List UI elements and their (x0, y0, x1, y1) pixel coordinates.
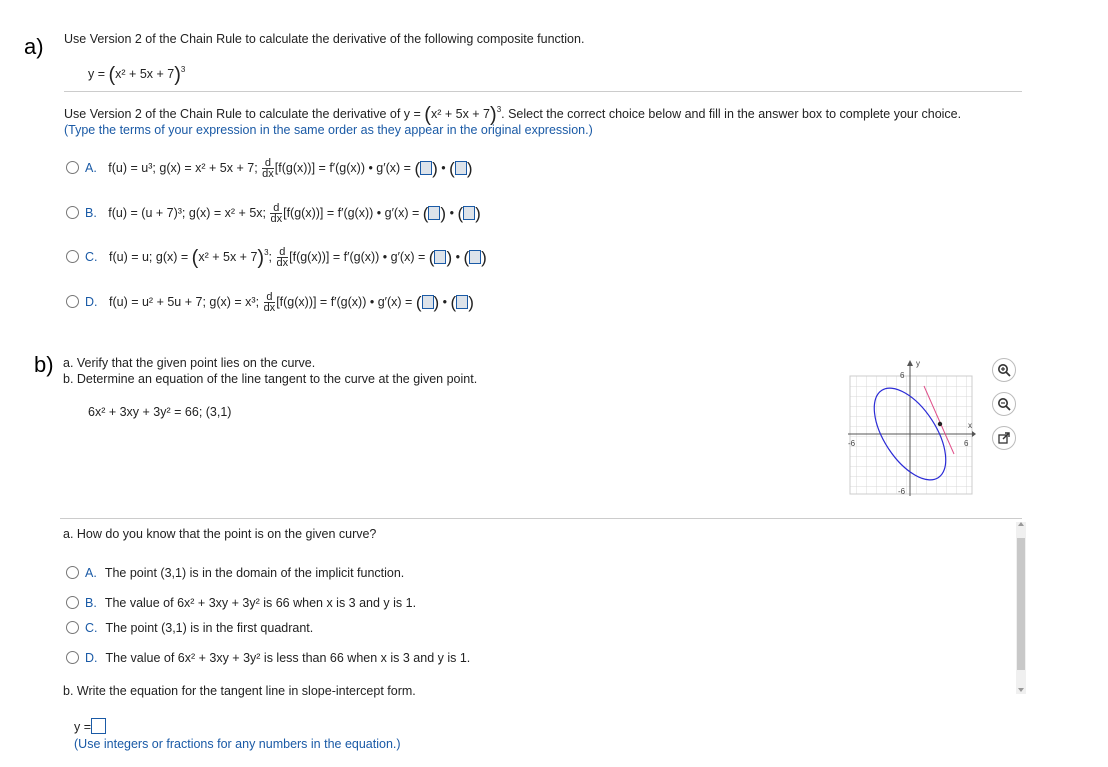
radio-b[interactable] (66, 206, 79, 219)
answer-d[interactable]: D. The value of 6x² + 3xy + 3y² is less than 66 when x is 3 and y is 1. (66, 651, 470, 665)
answer-box-a1[interactable] (420, 161, 432, 175)
tick-right: 6 (964, 439, 969, 448)
answer-box-c1[interactable] (434, 250, 446, 264)
answer-box-c2[interactable] (469, 250, 481, 264)
tick-left: -6 (848, 439, 856, 448)
curve-graph (846, 356, 976, 496)
radio-answer-d[interactable] (66, 651, 79, 664)
derivative-fraction: $\frac{d}{dx}$ (270, 202, 283, 225)
divider (60, 518, 1022, 519)
radio-a[interactable] (66, 161, 79, 174)
scroll-up-icon[interactable] (1018, 522, 1024, 526)
part-a-instruction: Use Version 2 of the Chain Rule to calculate the derivative of the following composite function. (64, 32, 585, 46)
scrollbar-track[interactable] (1016, 522, 1026, 694)
point-marker (938, 422, 942, 426)
answer-box-d2[interactable] (456, 295, 468, 309)
answer-c[interactable]: C. The point (3,1) is in the first quadrant. (66, 621, 313, 635)
part-a-label: a) (24, 34, 44, 59)
part-b-task-b: b. Determine an equation of the line tangent to the curve at the given point. (63, 372, 478, 386)
choice-b[interactable]: B. f(u) = (u + 7)³; g(x) = x² + 5x; $\frac{d}{dx}$ [f(g(x))] = f′(g(x)) • g′(x) = ( ) • ( ) (66, 203, 481, 224)
question-b: b. Write the equation for the tangent line in slope-intercept form. (63, 684, 416, 698)
part-a-question: Use Version 2 of the Chain Rule to calculate the derivative of $y = (x^2 + 5x + 7)^3$. Select the correct choice below and fill in the answer box to complete your choice. (64, 104, 962, 126)
part-b-task-a: a. Verify that the given point lies on the curve. (63, 356, 316, 370)
radio-c[interactable] (66, 250, 79, 263)
derivative-fraction: $\frac{d}{dx}$ (276, 246, 289, 270)
part-a-function: $y = (x^2 + 5x + 7)^3$ (88, 64, 186, 86)
choice-a[interactable]: A. f(u) = u³; g(x) = x² + 5x + 7; $\frac{d}{dx}$ [f(g(x))] = f′(g(x)) • g′(x) = ( ) • ( ) (66, 158, 472, 179)
derivative-fraction: $\frac{d}{dx}$ (263, 291, 276, 314)
answer-b[interactable]: B. The value of 6x² + 3xy + 3y² is 66 when x is 3 and y is 1. (66, 596, 416, 610)
choice-d[interactable]: D. f(u) = u² + 5u + 7; g(x) = x³; $\frac{d}{dx}$ [f(g(x))] = f′(g(x)) • g′(x) = ( ) • ( ) (66, 292, 474, 313)
question-a: a. How do you know that the point is on the given curve? (63, 527, 377, 541)
radio-answer-c[interactable] (66, 621, 79, 634)
answer-box-a2[interactable] (455, 161, 467, 175)
zoom-in-icon[interactable] (992, 358, 1016, 382)
answer-a[interactable]: A. The point (3,1) is in the domain of the implicit function. (66, 566, 404, 580)
radio-answer-a[interactable] (66, 566, 79, 579)
x-axis-label: x (968, 421, 972, 430)
part-b-equation: 6x² + 3xy + 3y² = 66; (3,1) (88, 405, 232, 419)
divider (64, 91, 1022, 92)
answer-box-b1[interactable] (428, 206, 440, 220)
tangent-answer-row: y = (74, 718, 106, 734)
part-a-hint: (Type the terms of your expression in the same order as they appear in the original expression.) (64, 123, 593, 137)
tick-top: 6 (900, 371, 905, 380)
radio-answer-b[interactable] (66, 596, 79, 609)
radio-d[interactable] (66, 295, 79, 308)
scrollbar-thumb[interactable] (1017, 538, 1025, 670)
zoom-out-icon[interactable] (992, 392, 1016, 416)
choice-c[interactable]: C. f(u) = u; $g(x) = (x^2 + 5x + 7)^3$; $\frac{d}{dx}$ [f(g(x))] = f′(g(x)) • g′(x) = ( ) • ( ) (66, 247, 487, 270)
part-b-label: b) (34, 352, 54, 377)
derivative-fraction: $\frac{d}{dx}$ (262, 157, 274, 180)
tangent-answer-input[interactable] (91, 718, 106, 734)
popout-icon[interactable] (992, 426, 1016, 450)
y-axis-label: y (916, 359, 920, 368)
scroll-down-icon[interactable] (1018, 688, 1024, 692)
answer-box-d1[interactable] (422, 295, 434, 309)
tick-bottom: -6 (898, 487, 906, 496)
answer-hint: (Use integers or fractions for any numbers in the equation.) (74, 737, 401, 751)
answer-box-b2[interactable] (463, 206, 475, 220)
